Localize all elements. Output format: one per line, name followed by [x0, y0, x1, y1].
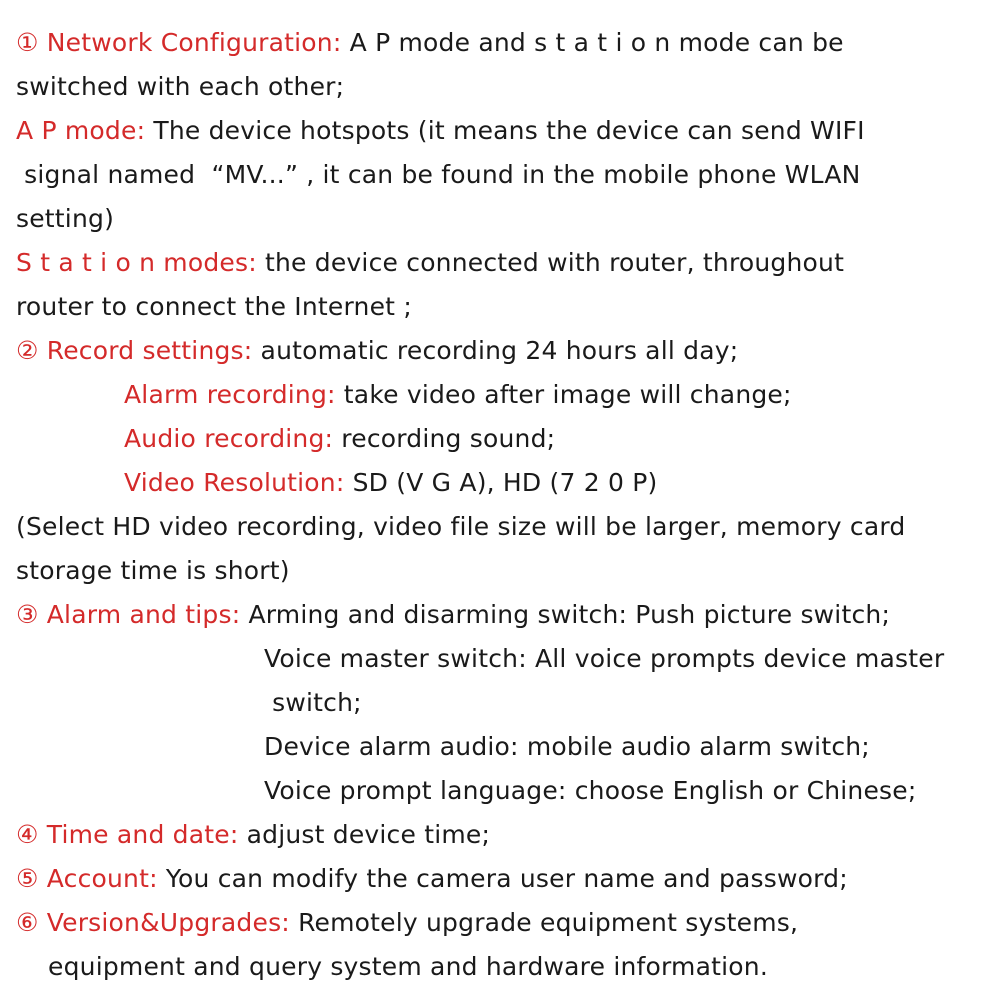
ap-mode-text: The device hotspots (it means the device can send WIFI	[145, 116, 865, 145]
hd-note-line	[16, 512, 905, 542]
account-text: You can modify the camera user name and password;	[157, 864, 848, 893]
record-settings-heading: ② Record settings:	[16, 336, 253, 365]
video-resolution-text: SD (V G A), HD (7 2 0 P)	[344, 468, 658, 497]
station-mode-text-cont	[16, 292, 412, 322]
network-config-text-2: switched with each other;	[16, 72, 345, 101]
ap-mode-heading: A P mode:	[16, 116, 146, 145]
voice-master-line	[264, 644, 944, 674]
network-config-heading: ① Network Configuration:	[16, 28, 342, 57]
hd-note-text: (Select HD video recording, video file size will be larger, memory card	[16, 512, 906, 541]
network-config-text: A P mode and s t a t i o n mode can be	[341, 28, 844, 57]
audio-recording-line	[124, 424, 555, 454]
ap-mode-text-cont-1	[16, 160, 861, 190]
alarm-recording-heading: Alarm recording:	[124, 380, 336, 409]
account-line	[16, 864, 848, 894]
voice-language-text: Voice prompt language: choose English or Chinese;	[264, 776, 917, 805]
video-resolution-line	[124, 468, 657, 498]
version-upgrades-text: Remotely upgrade equipment systems,	[289, 908, 799, 937]
voice-language-line	[264, 776, 916, 806]
audio-recording-text: recording sound;	[333, 424, 556, 453]
record-settings-text: automatic recording 24 hours all day;	[252, 336, 739, 365]
record-settings-line	[16, 336, 738, 366]
network-config-text-cont	[16, 72, 344, 102]
alarm-tips-line	[16, 600, 890, 630]
voice-master-text: Voice master switch: All voice prompts device master	[264, 644, 945, 673]
version-upgrades-heading: ⑥ Version&Upgrades:	[16, 908, 290, 937]
time-date-line	[16, 820, 490, 850]
station-mode-text: the device connected with router, throughout	[256, 248, 845, 277]
alarm-tips-heading: ③ Alarm and tips:	[16, 600, 241, 629]
account-heading: ⑤ Account:	[16, 864, 158, 893]
device-alarm-audio-text: Device alarm audio: mobile audio alarm switch;	[264, 732, 870, 761]
alarm-recording-line	[124, 380, 792, 410]
audio-recording-heading: Audio recording:	[124, 424, 334, 453]
ap-mode-text-cont-2	[16, 204, 114, 234]
station-mode-heading: S t a t i o n modes:	[16, 248, 257, 277]
video-resolution-heading: Video Resolution:	[124, 468, 345, 497]
ap-mode-line	[16, 116, 865, 146]
time-date-heading: ④ Time and date:	[16, 820, 239, 849]
station-mode-line	[16, 248, 844, 278]
ap-mode-text-3: setting)	[16, 204, 115, 233]
version-upgrades-line	[16, 908, 798, 938]
station-mode-text-2: router to connect the Internet ;	[16, 292, 412, 321]
device-alarm-audio-line	[264, 732, 870, 762]
hd-note-text-2: storage time is short)	[16, 556, 290, 585]
alarm-tips-text: Arming and disarming switch: Push picture switch;	[240, 600, 891, 629]
voice-master-line-2	[264, 688, 362, 718]
ap-mode-text-2: signal named “MV...” , it can be found in the mobile phone WLAN	[16, 160, 861, 189]
alarm-recording-text: take video after image will change;	[335, 380, 792, 409]
time-date-text: adjust device time;	[238, 820, 491, 849]
section-network-config-line	[16, 28, 844, 58]
voice-master-text-2: switch;	[264, 688, 362, 717]
hd-note-line-2	[16, 556, 290, 586]
version-upgrades-text-2: equipment and query system and hardware information.	[48, 952, 768, 981]
version-upgrades-line-2	[48, 952, 768, 982]
